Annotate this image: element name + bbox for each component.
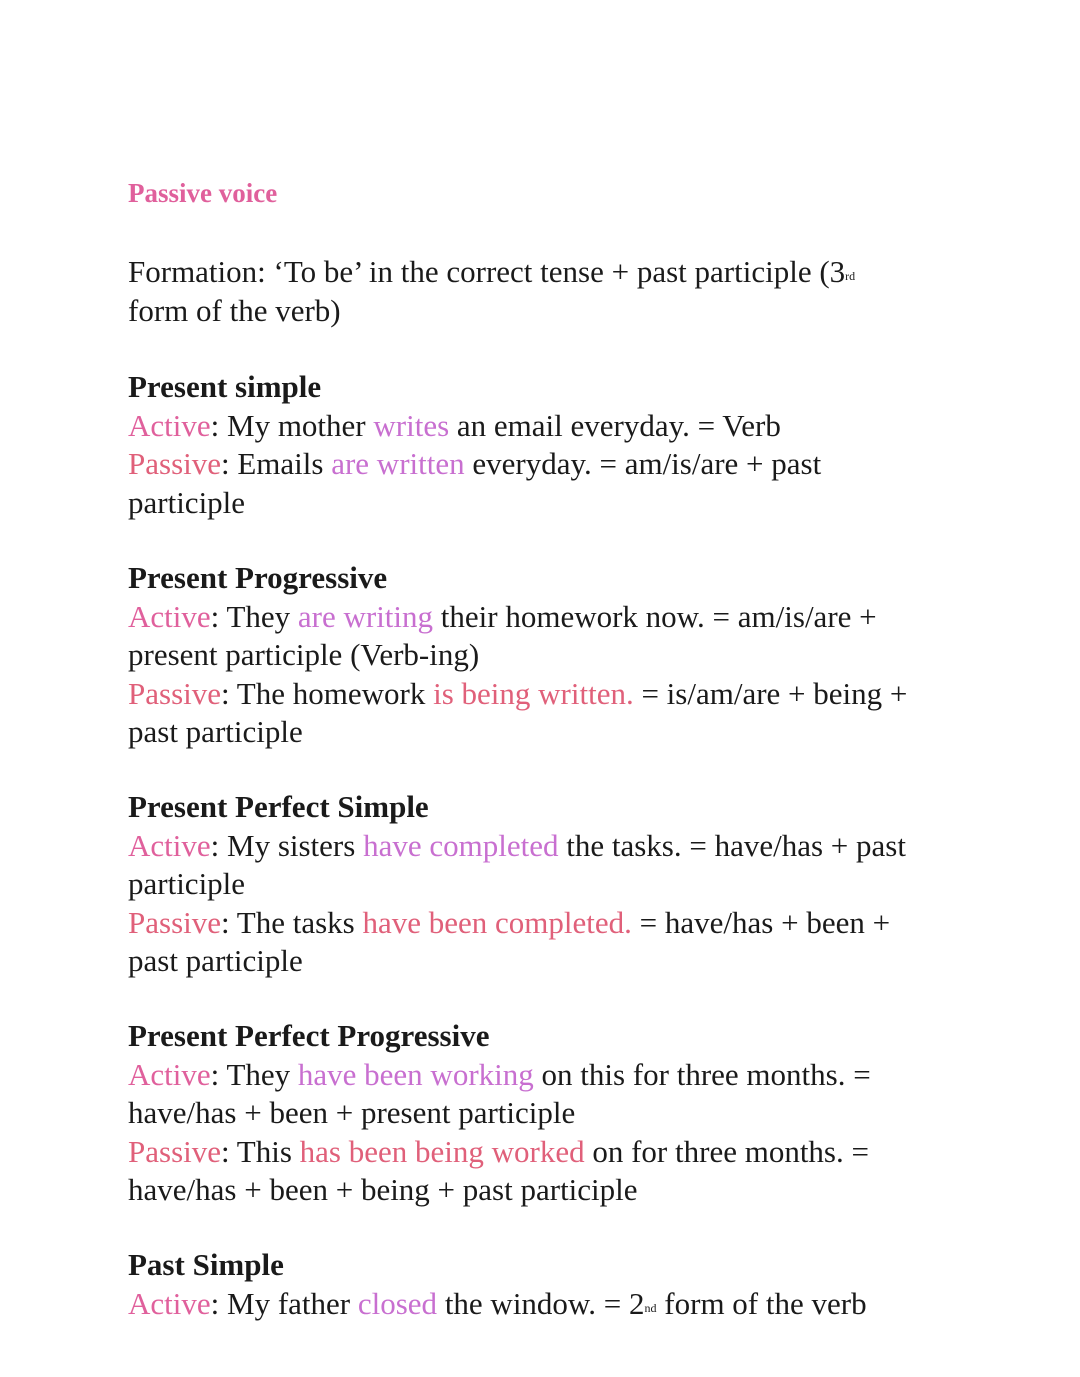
section-present-simple [128, 368, 968, 522]
active-verb: have been working [297, 1056, 534, 1092]
section-heading: Past Simple [128, 1247, 284, 1282]
passive-verb: has been being worked [299, 1133, 585, 1169]
active-label: Active [128, 407, 211, 443]
section-present-progressive [128, 559, 968, 752]
passive-verb: is being written. [433, 675, 634, 711]
example-text: on for three months. = [584, 1133, 869, 1169]
active-example [128, 407, 968, 446]
passive-verb: have been completed. [362, 904, 632, 940]
active-verb: are writing [297, 598, 434, 634]
example-text: an email everyday. = Verb [449, 407, 781, 443]
passive-label: Passive [128, 446, 221, 481]
example-text: form of the verb [656, 1285, 867, 1321]
passive-example [128, 675, 968, 752]
example-text: their homework now. = am/is/are + [433, 598, 877, 634]
example-text: participle [128, 484, 246, 520]
section-heading: Present Perfect Simple [128, 789, 429, 824]
example-text: the window. = 2 [437, 1285, 645, 1321]
example-text: : My father [210, 1285, 358, 1321]
example-text: : My sisters [210, 827, 364, 863]
example-text: : They [210, 1056, 298, 1092]
section-past-simple [128, 1246, 968, 1323]
active-verb: writes [373, 407, 450, 443]
example-text: past participle [128, 714, 303, 749]
active-verb: have completed [363, 827, 559, 863]
section-heading: Present Perfect Progressive [128, 1018, 490, 1053]
active-verb: closed [357, 1285, 438, 1321]
section-present-perfect-progressive [128, 1017, 968, 1210]
example-text: : The tasks [221, 904, 363, 940]
ordinal-superscript: nd [644, 1300, 657, 1315]
passive-example [128, 445, 968, 522]
example-text: : They [210, 598, 298, 634]
example-text: = have/has + been + [631, 904, 891, 940]
section-heading: Present simple [128, 369, 322, 404]
example-text: everyday. = am/is/are + past [464, 446, 822, 481]
example-text: participle [128, 866, 246, 901]
passive-example [128, 904, 968, 981]
example-text: : This [221, 1133, 300, 1169]
active-example [128, 1056, 968, 1133]
example-text: = is/am/are + being + [633, 675, 908, 711]
formation-superscript: rd [845, 269, 856, 283]
section-heading: Present Progressive [128, 560, 388, 595]
section-present-perfect-simple [128, 788, 968, 981]
passive-example [128, 1133, 968, 1210]
formation-text-continued: form of the verb) [128, 292, 341, 328]
active-label: Active [128, 1285, 211, 1321]
active-example [128, 598, 968, 675]
passive-verb: are written [331, 446, 465, 481]
formation-paragraph [128, 253, 968, 330]
passive-label: Passive [128, 675, 221, 711]
page-title: Passive voice [128, 178, 278, 208]
active-label: Active [128, 1056, 211, 1092]
example-text: on this for three months. = [533, 1056, 871, 1092]
example-text: the tasks. = have/has + past [558, 827, 906, 863]
passive-label: Passive [128, 1133, 221, 1169]
active-example [128, 1285, 968, 1324]
active-label: Active [128, 598, 211, 634]
formation-text: Formation: ‘To be’ in the correct tense + past participle (3 [128, 254, 846, 289]
example-text: past participle [128, 943, 303, 978]
active-example [128, 827, 968, 904]
example-text: have/has + been + present participle [128, 1095, 576, 1130]
example-text: : Emails [221, 446, 332, 481]
example-text: present participle (Verb-ing) [128, 637, 480, 672]
example-text: : The homework [221, 675, 434, 711]
active-label: Active [128, 827, 211, 863]
example-text: have/has + been + being + past participle [128, 1172, 638, 1207]
example-text: : My mother [210, 407, 374, 443]
passive-label: Passive [128, 904, 221, 940]
